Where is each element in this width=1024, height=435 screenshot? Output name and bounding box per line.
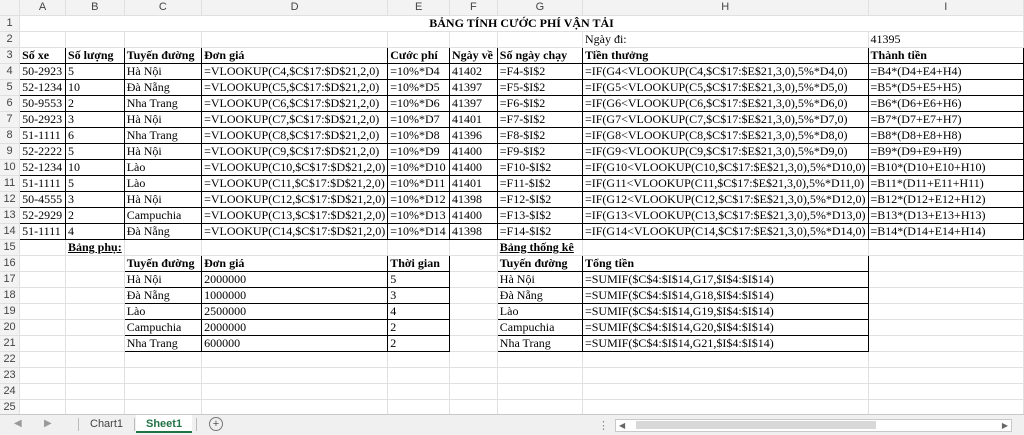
cell-f13[interactable]: 41400 <box>450 208 498 224</box>
cell-h19[interactable]: =SUMIF($C$4:$I$14,G19,$I$4:$I$14) <box>582 304 868 320</box>
cell-h4[interactable]: =IF(G4<VLOOKUP(C4,$C$17:$E$21,3,0),5%*D4,0) <box>582 64 868 80</box>
cell-g4[interactable]: =F4-$I$2 <box>497 64 582 80</box>
cell-i6[interactable]: =B6*(D6+E6+H6) <box>868 96 1023 112</box>
cell-e11[interactable]: =10%*D11 <box>388 176 450 192</box>
cell-c24[interactable] <box>124 384 201 400</box>
cell-g6[interactable]: =F6-$I$2 <box>497 96 582 112</box>
cell-g19[interactable]: Lào <box>497 304 582 320</box>
sheet-row <box>0 48 1024 64</box>
sheet-row <box>0 400 1024 415</box>
column-header-i[interactable]: I <box>868 0 1023 16</box>
tab-scroll-right-icon[interactable]: ▶ <box>44 418 52 429</box>
cell-e5[interactable]: =10%*D5 <box>388 80 450 96</box>
cell-g9[interactable]: =F9-$I$2 <box>497 144 582 160</box>
row-header-1[interactable]: 1 <box>0 16 20 32</box>
cell-h8[interactable]: =IF(G8<VLOOKUP(C8,$C$17:$E$21,3,0),5%*D8,0) <box>582 128 868 144</box>
cell-g13[interactable]: =F13-$I$2 <box>497 208 582 224</box>
cell-b3[interactable]: Số lượng <box>66 48 125 64</box>
cell-h24[interactable] <box>582 384 868 400</box>
row-header-10[interactable]: 10 <box>0 160 20 176</box>
cell-b21[interactable] <box>66 336 125 352</box>
cell-g2[interactable] <box>497 32 582 48</box>
cell-a12[interactable]: 50-4555 <box>20 192 66 208</box>
sheet-row <box>0 352 1024 368</box>
cell-i8[interactable]: =B8*(D8+E8+H8) <box>868 128 1023 144</box>
cell-d22[interactable] <box>202 352 388 368</box>
cell-c6[interactable]: Nha Trang <box>124 96 201 112</box>
cell-c5[interactable]: Đà Nẵng <box>124 80 201 96</box>
cell-b18[interactable] <box>66 288 125 304</box>
cell-a18[interactable] <box>20 288 66 304</box>
cell-h17[interactable]: =SUMIF($C$4:$I$14,G17,$I$4:$I$14) <box>582 272 868 288</box>
cell-h9[interactable]: =IF(G9<VLOOKUP(C9,$C$17:$E$21,3,0),5%*D9,0) <box>582 144 868 160</box>
tab-divider <box>134 418 135 431</box>
cell-f3[interactable]: Ngày về <box>450 48 498 64</box>
cell-b10[interactable]: 10 <box>66 160 125 176</box>
sheet-row <box>0 32 1024 48</box>
tab-divider <box>78 418 79 431</box>
cell-d15[interactable] <box>202 240 388 256</box>
cell-a15[interactable] <box>20 240 66 256</box>
cell-b8[interactable]: 6 <box>66 128 125 144</box>
cell-f10[interactable]: 41400 <box>450 160 498 176</box>
cell-a16[interactable] <box>20 256 66 272</box>
cell-i4[interactable]: =B4*(D4+E4+H4) <box>868 64 1023 80</box>
cell-g22[interactable] <box>497 352 582 368</box>
cell-f18[interactable] <box>450 288 498 304</box>
cell-d10[interactable]: =VLOOKUP(C10,$C$17:$D$21,2,0) <box>202 160 388 176</box>
cell-b5[interactable]: 10 <box>66 80 125 96</box>
cell-e10[interactable]: =10%*D10 <box>388 160 450 176</box>
cell-a19[interactable] <box>20 304 66 320</box>
cell-f21[interactable] <box>450 336 498 352</box>
cell-b7[interactable]: 3 <box>66 112 125 128</box>
cell-c10[interactable]: Lào <box>124 160 201 176</box>
row-header-15[interactable]: 15 <box>0 240 20 256</box>
cell-f12[interactable]: 41398 <box>450 192 498 208</box>
cell-c19[interactable]: Lào <box>124 304 201 320</box>
row-header-4[interactable]: 4 <box>0 64 20 80</box>
cell-g17[interactable]: Hà Nội <box>497 272 582 288</box>
cell-i23[interactable] <box>868 368 1023 384</box>
cell-g11[interactable]: =F11-$I$2 <box>497 176 582 192</box>
cell-h6[interactable]: =IF(G6<VLOOKUP(C6,$C$17:$E$21,3,0),5%*D6,0) <box>582 96 868 112</box>
cell-i14[interactable]: =B14*(D14+E14+H14) <box>868 224 1023 240</box>
cell-f9[interactable]: 41400 <box>450 144 498 160</box>
cell-d5[interactable]: =VLOOKUP(C5,$C$17:$D$21,2,0) <box>202 80 388 96</box>
horizontal-scrollbar[interactable] <box>615 419 1012 432</box>
cell-d6[interactable]: =VLOOKUP(C6,$C$17:$D$21,2,0) <box>202 96 388 112</box>
cell-i3[interactable]: Thành tiền <box>868 48 1023 64</box>
cell-c25[interactable] <box>124 400 201 415</box>
cell-f23[interactable] <box>450 368 498 384</box>
cell-f14[interactable]: 41398 <box>450 224 498 240</box>
cell-b11[interactable]: 5 <box>66 176 125 192</box>
sheet-row <box>0 368 1024 384</box>
cell-i16[interactable] <box>868 256 1023 272</box>
cell-c13[interactable]: Campuchia <box>124 208 201 224</box>
cell-a11[interactable]: 51-1111 <box>20 176 66 192</box>
cell-b14[interactable]: 4 <box>66 224 125 240</box>
column-header-g[interactable]: G <box>497 0 582 16</box>
cell-e20[interactable]: 2 <box>388 320 450 336</box>
cell-h3[interactable]: Tiền thưởng <box>582 48 868 64</box>
cell-h18[interactable]: =SUMIF($C$4:$I$14,G18,$I$4:$I$14) <box>582 288 868 304</box>
row-header-19[interactable]: 19 <box>0 304 20 320</box>
sheet-row <box>0 80 1024 96</box>
cell-b23[interactable] <box>66 368 125 384</box>
row-header-7[interactable]: 7 <box>0 112 20 128</box>
cell-d23[interactable] <box>202 368 388 384</box>
cell-i20[interactable] <box>868 320 1023 336</box>
sheet-row <box>0 240 1024 256</box>
cell-i12[interactable]: =B12*(D12+E12+H12) <box>868 192 1023 208</box>
cell-g21[interactable]: Nha Trang <box>497 336 582 352</box>
cell-a7[interactable]: 50-2923 <box>20 112 66 128</box>
cell-f6[interactable]: 41397 <box>450 96 498 112</box>
row-header-5[interactable]: 5 <box>0 80 20 96</box>
column-header-h[interactable]: H <box>582 0 868 16</box>
cell-b12[interactable]: 3 <box>66 192 125 208</box>
cell-e14[interactable]: =10%*D14 <box>388 224 450 240</box>
cell-c23[interactable] <box>124 368 201 384</box>
sheet-row <box>0 256 1024 272</box>
cell-f2[interactable] <box>450 32 498 48</box>
select-all-corner[interactable] <box>0 0 20 16</box>
cell-e9[interactable]: =10%*D9 <box>388 144 450 160</box>
cell-c16[interactable]: Tuyến đường <box>124 256 201 272</box>
cell-d14[interactable]: =VLOOKUP(C14,$C$17:$D$21,2,0) <box>202 224 388 240</box>
cell-g18[interactable]: Đà Nẵng <box>497 288 582 304</box>
cell-d20[interactable]: 2000000 <box>202 320 388 336</box>
scroll-right-arrow-icon[interactable]: ▶ <box>1001 421 1008 430</box>
cell-g12[interactable]: =F12-$I$2 <box>497 192 582 208</box>
row-header-12[interactable]: 12 <box>0 192 20 208</box>
cell-h2[interactable]: Ngày đi: <box>582 32 868 48</box>
cell-b24[interactable] <box>66 384 125 400</box>
cell-d24[interactable] <box>202 384 388 400</box>
cell-e19[interactable]: 4 <box>388 304 450 320</box>
column-header-b[interactable]: B <box>66 0 125 16</box>
cell-h10[interactable]: =IF(G10<VLOOKUP(C10,$C$17:$E$21,3,0),5%*D10,0) <box>582 160 868 176</box>
sheet-row <box>0 160 1024 176</box>
cell-d12[interactable]: =VLOOKUP(C12,$C$17:$D$21,2,0) <box>202 192 388 208</box>
sheet-row <box>0 192 1024 208</box>
cell-e15[interactable] <box>388 240 450 256</box>
sheet-row <box>0 224 1024 240</box>
cell-h7[interactable]: =IF(G7<VLOOKUP(C7,$C$17:$E$21,3,0),5%*D7,0) <box>582 112 868 128</box>
sheet-row <box>0 208 1024 224</box>
cell-b16[interactable] <box>66 256 125 272</box>
cell-e3[interactable]: Cước phí <box>388 48 450 64</box>
cell-f7[interactable]: 41401 <box>450 112 498 128</box>
cell-d19[interactable]: 2500000 <box>202 304 388 320</box>
cell-h20[interactable]: =SUMIF($C$4:$I$14,G20,$I$4:$I$14) <box>582 320 868 336</box>
cell-g15[interactable]: Bảng thống kê <box>497 240 582 256</box>
cell-h14[interactable]: =IF(G14<VLOOKUP(C14,$C$17:$E$21,3,0),5%*D14,0) <box>582 224 868 240</box>
tab-split-handle-icon[interactable]: ⋮ <box>598 420 609 432</box>
cell-i9[interactable]: =B9*(D9+E9+H9) <box>868 144 1023 160</box>
cell-g5[interactable]: =F5-$I$2 <box>497 80 582 96</box>
cell-f4[interactable]: 41402 <box>450 64 498 80</box>
cell-e17[interactable]: 5 <box>388 272 450 288</box>
cell-i11[interactable]: =B11*(D11+E11+H11) <box>868 176 1023 192</box>
cell-e4[interactable]: =10%*D4 <box>388 64 450 80</box>
cell-d11[interactable]: =VLOOKUP(C11,$C$17:$D$21,2,0) <box>202 176 388 192</box>
cell-c2[interactable] <box>124 32 201 48</box>
row-header-23[interactable]: 23 <box>0 368 20 384</box>
cell-c3[interactable]: Tuyến đường <box>124 48 201 64</box>
cell-d2[interactable] <box>202 32 388 48</box>
cell-a23[interactable] <box>20 368 66 384</box>
cell-g23[interactable] <box>497 368 582 384</box>
cell-b15[interactable]: Bảng phụ: <box>66 240 125 256</box>
row-header-16[interactable]: 16 <box>0 256 20 272</box>
cell-i2[interactable]: 41395 <box>868 32 1023 48</box>
cell-g3[interactable]: Số ngày chạy <box>497 48 582 64</box>
cell-e21[interactable]: 2 <box>388 336 450 352</box>
cell-c11[interactable]: Lào <box>124 176 201 192</box>
cell-f17[interactable] <box>450 272 498 288</box>
cell-e12[interactable]: =10%*D12 <box>388 192 450 208</box>
row-header-17[interactable]: 17 <box>0 272 20 288</box>
cell-f16[interactable] <box>450 256 498 272</box>
cell-h25[interactable] <box>582 400 868 415</box>
cell-f24[interactable] <box>450 384 498 400</box>
cell-b25[interactable] <box>66 400 125 415</box>
tab-scroll-left-icon[interactable]: ◀ <box>14 418 22 429</box>
cell-g16[interactable]: Tuyến đường <box>497 256 582 272</box>
column-header-e[interactable]: E <box>388 0 450 16</box>
cell-d16[interactable]: Đơn giá <box>202 256 388 272</box>
scrollbar-thumb[interactable] <box>636 421 876 429</box>
cell-g14[interactable]: =F14-$I$2 <box>497 224 582 240</box>
row-header-18[interactable]: 18 <box>0 288 20 304</box>
cell-c17[interactable]: Hà Nội <box>124 272 201 288</box>
cell-e24[interactable] <box>388 384 450 400</box>
cell-g25[interactable] <box>497 400 582 415</box>
sheet-row <box>0 272 1024 288</box>
add-sheet-button[interactable]: + <box>209 417 223 431</box>
cell-c20[interactable]: Campuchia <box>124 320 201 336</box>
cell-d8[interactable]: =VLOOKUP(C8,$C$17:$D$21,2,0) <box>202 128 388 144</box>
row-header-25[interactable]: 25 <box>0 400 20 415</box>
cell-h16[interactable]: Tổng tiền <box>582 256 868 272</box>
cell-d17[interactable]: 2000000 <box>202 272 388 288</box>
cell-e18[interactable]: 3 <box>388 288 450 304</box>
cell-d7[interactable]: =VLOOKUP(C7,$C$17:$D$21,2,0) <box>202 112 388 128</box>
cell-i25[interactable] <box>868 400 1023 415</box>
sheet-row <box>0 336 1024 352</box>
cell-a6[interactable]: 50-9553 <box>20 96 66 112</box>
cell-h15[interactable] <box>582 240 868 256</box>
cell-b9[interactable]: 5 <box>66 144 125 160</box>
cell-f5[interactable]: 41397 <box>450 80 498 96</box>
cell-a25[interactable] <box>20 400 66 415</box>
sheet-row <box>0 112 1024 128</box>
cell-b22[interactable] <box>66 352 125 368</box>
cell-h22[interactable] <box>582 352 868 368</box>
cell-f25[interactable] <box>450 400 498 415</box>
cell-g10[interactable]: =F10-$I$2 <box>497 160 582 176</box>
sheet-row <box>0 128 1024 144</box>
column-header-a[interactable]: A <box>20 0 66 16</box>
column-header-f[interactable]: F <box>450 0 498 16</box>
cell-c22[interactable] <box>124 352 201 368</box>
cell-f19[interactable] <box>450 304 498 320</box>
cell-i17[interactable] <box>868 272 1023 288</box>
cell-i21[interactable] <box>868 336 1023 352</box>
cell-e7[interactable]: =10%*D7 <box>388 112 450 128</box>
cell-d25[interactable] <box>202 400 388 415</box>
sheet-row <box>0 96 1024 112</box>
sheet-row <box>0 320 1024 336</box>
cell-f8[interactable]: 41396 <box>450 128 498 144</box>
row-header-9[interactable]: 9 <box>0 144 20 160</box>
cell-d13[interactable]: =VLOOKUP(C13,$C$17:$D$21,2,0) <box>202 208 388 224</box>
row-header-22[interactable]: 22 <box>0 352 20 368</box>
cell-e23[interactable] <box>388 368 450 384</box>
cell-e13[interactable]: =10%*D13 <box>388 208 450 224</box>
sheet-row <box>0 176 1024 192</box>
cell-a20[interactable] <box>20 320 66 336</box>
cell-c4[interactable]: Hà Nội <box>124 64 201 80</box>
cell-i7[interactable]: =B7*(D7+E7+H7) <box>868 112 1023 128</box>
cell-a17[interactable] <box>20 272 66 288</box>
cell-i15[interactable] <box>868 240 1023 256</box>
cell-a22[interactable] <box>20 352 66 368</box>
sheet-row <box>0 144 1024 160</box>
cell-b2[interactable] <box>66 32 125 48</box>
cell-a4[interactable]: 50-2923 <box>20 64 66 80</box>
cell-g8[interactable]: =F8-$I$2 <box>497 128 582 144</box>
sheet-row <box>0 304 1024 320</box>
cell-c18[interactable]: Đà Nẵng <box>124 288 201 304</box>
cell-a14[interactable]: 51-1111 <box>20 224 66 240</box>
cell-b17[interactable] <box>66 272 125 288</box>
cell-d4[interactable]: =VLOOKUP(C4,$C$17:$D$21,2,0) <box>202 64 388 80</box>
cell-e6[interactable]: =10%*D6 <box>388 96 450 112</box>
cell-a10[interactable]: 52-1234 <box>20 160 66 176</box>
cell-f15[interactable] <box>450 240 498 256</box>
cell-c8[interactable]: Nha Trang <box>124 128 201 144</box>
cell-i10[interactable]: =B10*(D10+E10+H10) <box>868 160 1023 176</box>
cell-f22[interactable] <box>450 352 498 368</box>
cell-i5[interactable]: =B5*(D5+E5+H5) <box>868 80 1023 96</box>
sheet-row <box>0 64 1024 80</box>
row-header-3[interactable]: 3 <box>0 48 20 64</box>
cell-i24[interactable] <box>868 384 1023 400</box>
sheet-row <box>0 384 1024 400</box>
cell-f20[interactable] <box>450 320 498 336</box>
cell-d9[interactable]: =VLOOKUP(C9,$C$17:$D$21,2,0) <box>202 144 388 160</box>
tab-chart1[interactable]: Chart1 <box>90 418 124 430</box>
cell-a3[interactable]: Số xe <box>20 48 66 64</box>
cell-h13[interactable]: =IF(G13<VLOOKUP(C13,$C$17:$E$21,3,0),5%*D13,0) <box>582 208 868 224</box>
cell-a2[interactable] <box>20 32 66 48</box>
cell-h11[interactable]: =IF(G11<VLOOKUP(C11,$C$17:$E$21,3,0),5%*D11,0) <box>582 176 868 192</box>
cell-i13[interactable]: =B13*(D13+E13+H13) <box>868 208 1023 224</box>
cell-g24[interactable] <box>497 384 582 400</box>
row-header-8[interactable]: 8 <box>0 128 20 144</box>
row-header-24[interactable]: 24 <box>0 384 20 400</box>
cell-f11[interactable]: 41401 <box>450 176 498 192</box>
column-header-c[interactable]: C <box>124 0 201 16</box>
row-header-21[interactable]: 21 <box>0 336 20 352</box>
tab-sheet1[interactable]: Sheet1 <box>136 415 192 433</box>
cell-a9[interactable]: 52-2222 <box>20 144 66 160</box>
cell-e22[interactable] <box>388 352 450 368</box>
cell-a5[interactable]: 52-1234 <box>20 80 66 96</box>
cell-g20[interactable]: Campuchia <box>497 320 582 336</box>
cell-b4[interactable]: 5 <box>66 64 125 80</box>
cell-b19[interactable] <box>66 304 125 320</box>
cell-a24[interactable] <box>20 384 66 400</box>
cell-c14[interactable]: Đà Nẵng <box>124 224 201 240</box>
sheet-row <box>0 16 1024 32</box>
cell-i22[interactable] <box>868 352 1023 368</box>
cell-d18[interactable]: 1000000 <box>202 288 388 304</box>
cell-h12[interactable]: =IF(G12<VLOOKUP(C12,$C$17:$E$21,3,0),5%*D12,0) <box>582 192 868 208</box>
cell-e25[interactable] <box>388 400 450 415</box>
cell-a8[interactable]: 51-1111 <box>20 128 66 144</box>
cell-c9[interactable]: Hà Nội <box>124 144 201 160</box>
row-header-13[interactable]: 13 <box>0 208 20 224</box>
scroll-left-arrow-icon[interactable]: ◀ <box>619 421 626 430</box>
cell-e2[interactable] <box>388 32 450 48</box>
cell-h23[interactable] <box>582 368 868 384</box>
cell-b13[interactable]: 2 <box>66 208 125 224</box>
column-header-d[interactable]: D <box>202 0 388 16</box>
cell-a21[interactable] <box>20 336 66 352</box>
cell-c12[interactable]: Hà Nội <box>124 192 201 208</box>
cell-e16[interactable]: Thời gian <box>388 256 450 272</box>
cell-b6[interactable]: 2 <box>66 96 125 112</box>
cell-i19[interactable] <box>868 304 1023 320</box>
row-header-2[interactable]: 2 <box>0 32 20 48</box>
sheet-row <box>0 288 1024 304</box>
cell-a13[interactable]: 52-2929 <box>20 208 66 224</box>
sheet-tab-bar <box>0 414 1024 435</box>
cell-b20[interactable] <box>66 320 125 336</box>
cell-c21[interactable]: Nha Trang <box>124 336 201 352</box>
tab-divider <box>196 418 197 431</box>
row-header-20[interactable]: 20 <box>0 320 20 336</box>
cell-c15[interactable] <box>124 240 201 256</box>
cell-h21[interactable]: =SUMIF($C$4:$I$14,G21,$I$4:$I$14) <box>582 336 868 352</box>
row-header-11[interactable]: 11 <box>0 176 20 192</box>
cell-h5[interactable]: =IF(G5<VLOOKUP(C5,$C$17:$E$21,3,0),5%*D5,0) <box>582 80 868 96</box>
row-header-6[interactable]: 6 <box>0 96 20 112</box>
cell-d21[interactable]: 600000 <box>202 336 388 352</box>
cell-a1[interactable]: BẢNG TÍNH CƯỚC PHÍ VẬN TẢI <box>20 16 1024 32</box>
cell-d3[interactable]: Đơn giá <box>202 48 388 64</box>
row-header-14[interactable]: 14 <box>0 224 20 240</box>
cell-c7[interactable]: Hà Nội <box>124 112 201 128</box>
cell-g7[interactable]: =F7-$I$2 <box>497 112 582 128</box>
cell-e8[interactable]: =10%*D8 <box>388 128 450 144</box>
cell-i18[interactable] <box>868 288 1023 304</box>
